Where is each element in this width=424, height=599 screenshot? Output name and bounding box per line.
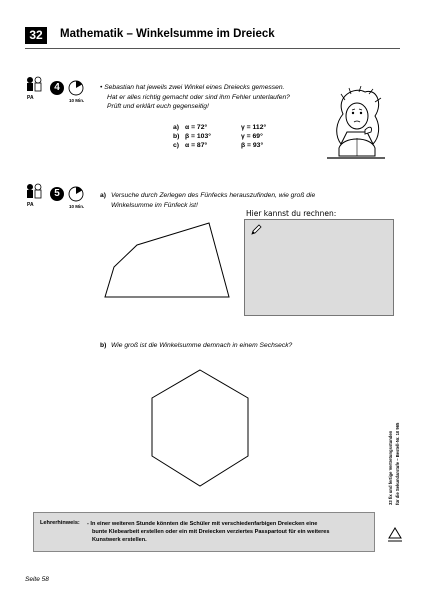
task4-number: 4 xyxy=(50,81,64,95)
task5-time-label: 10 Min. xyxy=(69,204,85,209)
task5-mode-label: PA xyxy=(27,202,34,208)
angle-row-a xyxy=(173,124,266,133)
angle-row-b xyxy=(173,133,266,142)
task4-line: • Sebastian hat jeweils zwei Winkel eines Dreiecks gemessen. xyxy=(100,84,285,91)
publisher-side-text-1: 33 fix und fertige Vertretungsstunden xyxy=(388,430,393,505)
hint-line: - In einer weiteren Stunde könnten die Schüler mit verschiedenfarbigen Dreiecken eine xyxy=(87,521,318,527)
task5b-label: b) xyxy=(100,342,107,349)
task5-number: 5 xyxy=(50,187,64,201)
publisher-logo xyxy=(386,524,404,544)
row-first-angle: α = 72° xyxy=(185,124,208,131)
task5a-line-2: Winkelsumme im Fünfeck ist! xyxy=(111,201,198,209)
angle-table xyxy=(173,124,266,151)
task5b-question: Wie groß ist die Winkelsumme demnach in einem Sechseck? xyxy=(111,342,293,349)
clock-icon xyxy=(68,80,84,96)
hint-line: Kunstwerk erstellen. xyxy=(92,537,147,543)
task4-line: Prüft und erklärt euch gegenseitig! xyxy=(107,103,209,110)
header-rule xyxy=(25,48,400,49)
teacher-hint-text xyxy=(87,520,372,544)
hint-line: bunte Klebearbeit erstellen oder ein mit Dreiecken verziertes Passpartout für ein weiteres xyxy=(92,529,330,535)
hexagon-figure xyxy=(140,358,260,503)
task5a-label: a) xyxy=(100,192,106,199)
page-number-badge: 32 xyxy=(25,27,47,44)
row-label: c) xyxy=(173,142,180,149)
pentagon-figure xyxy=(95,210,235,310)
task4-mode-label: PA xyxy=(27,95,34,101)
calculation-label: Hier kannst du rechnen: xyxy=(246,209,337,218)
publisher-side-text-2: für die Sekundarstufe – Bestell-Nr. 10 965 xyxy=(395,422,400,505)
row-second-angle: β = 93° xyxy=(241,142,264,149)
task4-text xyxy=(100,83,330,112)
page-footer: Seite 58 xyxy=(25,576,49,583)
page-title: Mathematik – Winkelsumme im Dreieck xyxy=(60,28,275,40)
task4-line: Hat er alles richtig gemacht oder sind ihm Fehler unterlaufen? xyxy=(107,93,290,101)
pair-work-icon xyxy=(24,183,44,201)
row-second-angle: γ = 112° xyxy=(241,124,267,131)
pencil-icon xyxy=(250,224,262,236)
task5a-line xyxy=(100,191,400,201)
pair-work-icon xyxy=(24,76,44,94)
task5b-text xyxy=(100,341,400,351)
task5a-text xyxy=(100,191,400,210)
angle-row-c xyxy=(173,142,266,151)
thinking-character-illustration xyxy=(325,86,387,164)
task4-time-label: 10 Min. xyxy=(69,98,85,103)
row-label: a) xyxy=(173,124,180,131)
row-first-angle: β = 103° xyxy=(185,133,211,140)
row-second-angle: γ = 69° xyxy=(241,133,263,140)
clock-icon xyxy=(68,186,84,202)
row-first-angle: α = 87° xyxy=(185,142,208,149)
calculation-area xyxy=(244,219,394,316)
teacher-hint-label: Lehrerhinweis: xyxy=(40,520,80,526)
task5a-line-1: Versuche durch Zerlegen des Fünfecks herauszufinden, wie groß die xyxy=(111,192,316,199)
row-label: b) xyxy=(173,133,180,140)
